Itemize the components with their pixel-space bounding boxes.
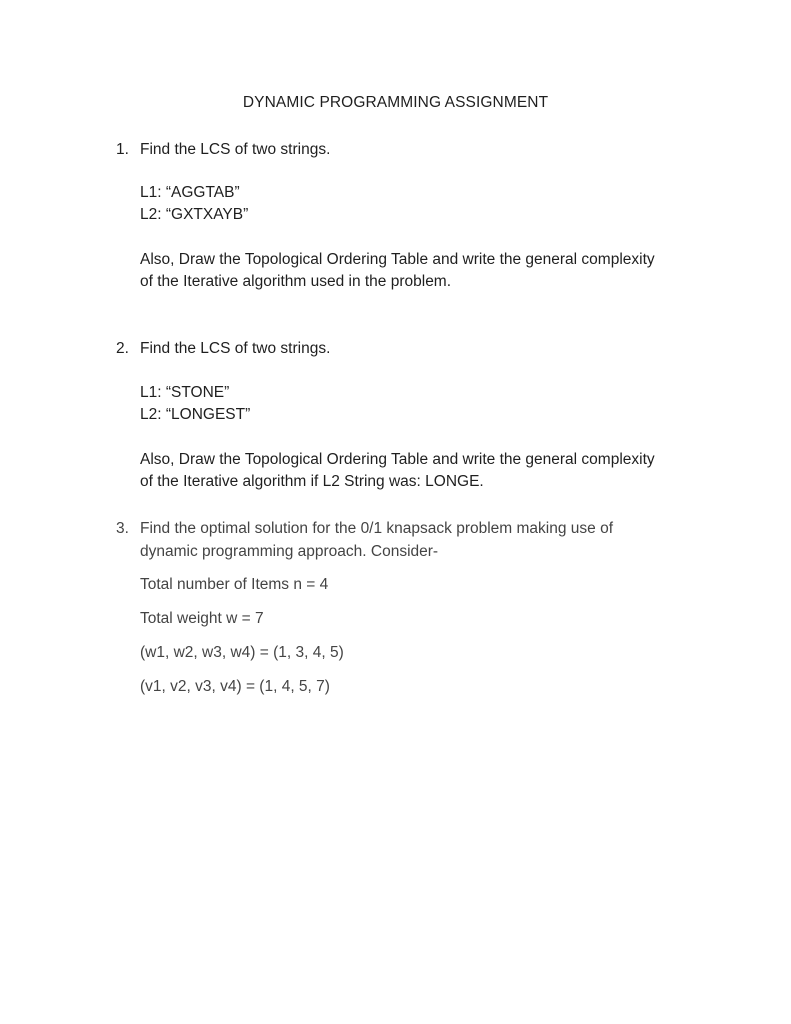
question-3-prompt-line-2: dynamic programming approach. Consider-	[140, 543, 439, 560]
question-1-also-line-2: of the Iterative algorithm used in the problem.	[140, 273, 452, 290]
question-1-string-l2: L2: “GXTXAYB”	[140, 206, 249, 223]
question-2-prompt: Find the LCS of two strings.	[140, 340, 331, 357]
question-3-number: 3.	[116, 520, 129, 537]
question-1-prompt: Find the LCS of two strings.	[140, 141, 331, 158]
question-1-number: 1.	[116, 141, 129, 158]
question-3-values-tuple: (v1, v2, v3, v4) = (1, 4, 5, 7)	[140, 678, 330, 695]
question-1-string-l1: L1: “AGGTAB”	[140, 184, 240, 201]
question-3-prompt-line-1: Find the optimal solution for the 0/1 knapsack problem making use of	[140, 520, 614, 537]
question-2-also-line-2: of the Iterative algorithm if L2 String was: LONGE.	[140, 473, 484, 490]
question-2-string-l2: L2: “LONGEST”	[140, 406, 251, 423]
question-1-also-line-1: Also, Draw the Topological Ordering Table and write the general complexity	[140, 251, 655, 268]
question-2-also-line-1: Also, Draw the Topological Ordering Table and write the general complexity	[140, 451, 655, 468]
question-3-weight: Total weight w = 7	[140, 610, 264, 627]
page-title: DYNAMIC PROGRAMMING ASSIGNMENT	[242, 94, 549, 111]
question-3-items: Total number of Items n = 4	[140, 576, 329, 593]
question-3-weights-tuple: (w1, w2, w3, w4) = (1, 3, 4, 5)	[140, 644, 344, 661]
question-2-string-l1: L1: “STONE”	[140, 384, 230, 401]
question-2-number: 2.	[116, 340, 129, 357]
